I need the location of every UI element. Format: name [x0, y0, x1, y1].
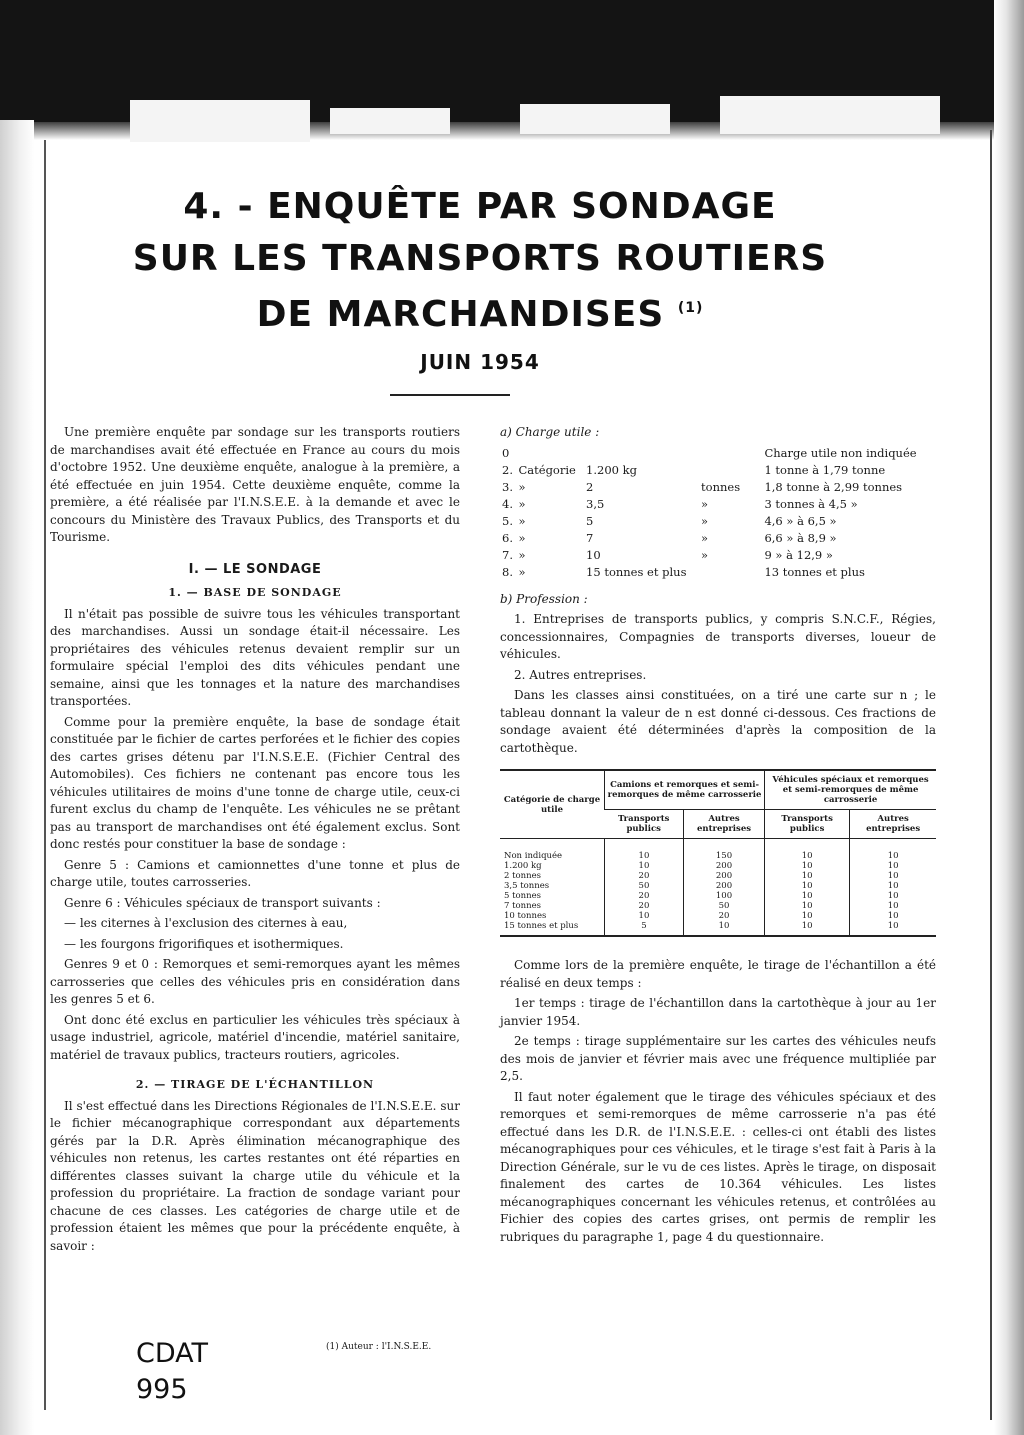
charge-row [500, 530, 936, 547]
charge-row [500, 547, 936, 564]
table-cell-value: 200 [683, 881, 764, 891]
table-header-transports-publics: Transports publics [605, 810, 684, 839]
charge-utile-list [500, 445, 936, 581]
charge-row [500, 479, 936, 496]
table-cell-value: 10 [765, 861, 850, 871]
table-cell-value: 10 [850, 839, 936, 862]
paragraph: Il n'était pas possible de suivre tous les véhicules transportant des marchandises. Aussi un sondage était-il nécessaire. Les propriétaires des véhicules retenus devaient remplir sur un formulaire spécial l'emploi des dits véhicules pendant une semaine, ainsi que les tonnages et la nature des marchandises transportées. [50, 606, 460, 708]
scan-right-margin [994, 0, 1024, 1435]
charge-cat: » [518, 564, 526, 579]
table-cell-value: 50 [683, 901, 764, 911]
title-line-3-text: DE MARCHANDISES [256, 294, 665, 335]
table-cell-value: 10 [850, 921, 936, 936]
scan-torn-edge [130, 100, 310, 142]
table-header-autres-entreprises: Autres entreprises [683, 810, 764, 839]
charge-range: 1,8 tonne à 2,99 tonnes [764, 479, 903, 494]
archive-stamp [136, 1336, 208, 1408]
charge-range: 1 tonne à 1,79 tonne [764, 462, 886, 477]
charge-val: 1.200 kg [586, 462, 637, 477]
charge-cat: Catégorie [518, 462, 576, 477]
charge-unit: » [701, 547, 709, 562]
table-cell-category: 15 tonnes et plus [500, 921, 605, 936]
paragraph: Ont donc été exclus en particulier les véhicules très spéciaux à usage industriel, agricole, matériel d'incendie, matériel sanitaire, matériel de travaux publics, tracteurs routiers, agricoles. [50, 1012, 460, 1062]
table-cell-category: 3,5 tonnes [504, 881, 550, 891]
table-cell-value: 10 [850, 901, 936, 911]
charge-row [500, 445, 936, 462]
charge-unit: » [701, 496, 709, 511]
table-cell-value: 10 [850, 911, 936, 921]
table-cell-value: 50 [605, 881, 684, 891]
table-cell-value: 10 [765, 871, 850, 881]
charge-row [500, 496, 936, 513]
table-header-category: Catégorie de charge utile [500, 770, 605, 839]
table-cell-value: 10 [765, 921, 850, 936]
paragraph: 1er temps : tirage de l'échantillon dans la cartothèque à jour au 1er janvier 1954. [500, 996, 936, 1028]
scan-left-rule [44, 140, 46, 1410]
table-header-group-2: Véhicules spéciaux et remorques et semi-remorques de même carrosserie [765, 770, 936, 810]
charge-row [500, 564, 936, 581]
charge-num: 2. [502, 462, 513, 477]
paragraph: Il s'est effectué dans les Directions Régionales de l'I.N.S.E.E. sur le fichier mécanographique correspondant aux départements gérés par la D.R. Après élimination mécanographique des véhicules non retenus, les cartes restantes ont été réparties en différentes classes suivant la charge utile du véhicule et la profession du propriétaire. La fraction de sondage variant pour chacune de ces classes. Les catégories de charge utile et de profession étaient les mêmes que pour la précédente enquête, à savoir : [50, 1098, 460, 1253]
paragraph: Dans les classes ainsi constituées, on a tiré une carte sur n ; le tableau donnant la valeur de n est donné ci-dessous. Ces fractions de sondage avaient été déterminées d'après la composition de la cartothèque. [500, 688, 936, 755]
table-cell-category: 1.200 kg [504, 861, 542, 871]
table-row [500, 871, 936, 881]
table-cell-value: 10 [605, 839, 684, 862]
intro-paragraph: Une première enquête par sondage sur les transports routiers de marchandises avait été effectuée en France au cours du mois d'octobre 1952. Une deuxième enquête, analogue à la première, a été effectuée en juin 1954. Cette deuxième enquête, comme la première, a été réalisée par l'I.N.S.E.E. à la demande et avec le concours du Ministère des Travaux Publics, des Transports et du Tourisme. [50, 425, 460, 544]
charge-num: 7. [502, 547, 513, 562]
charge-val: 3,5 [586, 496, 605, 511]
title-divider [390, 394, 510, 396]
sampling-fraction-table [500, 769, 936, 937]
paragraph: Comme pour la première enquête, la base de sondage était constituée par le fichier de cartes perforées et le fichier des copies des cartes grises détenu par l'I.N.S.E.E. (Fichier Central des Automobiles). Ces fichiers ne contenant pas encore tous les véhicules utilitaires de moins d'une tonne de charge utile, ceux-ci furent exclus du champ de l'enquête. Les véhicules ne se prêtant pas au transport de marchandises ont été également exclus. Sont donc restés pour constituer la base de sondage : [50, 714, 460, 851]
charge-num: 6. [502, 530, 513, 545]
profession-heading: b) Profession : [500, 591, 588, 606]
scan-torn-edge [330, 108, 450, 134]
charge-cat: » [518, 530, 526, 545]
table-cell-value: 10 [850, 891, 936, 901]
scan-left-margin [0, 120, 34, 1435]
table-cell-value: 10 [765, 911, 850, 921]
table-cell-value: 10 [605, 911, 684, 921]
table-cell-value: 20 [605, 871, 684, 881]
title-line-1: 4. - ENQUÊTE PAR SONDAGE [183, 186, 777, 227]
table-row [500, 891, 936, 901]
paragraph: 2e temps : tirage supplémentaire sur les cartes des véhicules neufs des mois de janvier et février mais avec une fréquence multipliée par 2,5. [500, 1034, 936, 1083]
table-cell-value: 10 [683, 921, 764, 936]
table-cell-value: 200 [683, 861, 764, 871]
table-header-autres-entreprises: Autres entreprises [850, 810, 936, 839]
table-cell-value: 10 [850, 861, 936, 871]
paragraph: Comme lors de la première enquête, le tirage de l'échantillon a été réalisé en deux temps : [500, 958, 936, 990]
charge-val: 7 [586, 530, 594, 545]
table-cell-value: 10 [765, 839, 850, 862]
title-line-2: SUR LES TRANSPORTS ROUTIERS [132, 238, 828, 279]
table-cell-value: 150 [683, 839, 764, 862]
table-row [500, 901, 936, 911]
charge-num: 4. [502, 496, 513, 511]
table-row [500, 839, 936, 862]
paragraph: 1. Entreprises de transports publics, y compris S.N.C.F., Régies, concessionnaires, Compagnies de transports diverses, loueur de véhicules. [500, 612, 936, 661]
paragraph: 2. Autres entreprises. [514, 667, 647, 682]
table-row [500, 921, 936, 936]
table-cell-value: 20 [683, 911, 764, 921]
charge-num: 5. [502, 513, 513, 528]
charge-range: 3 tonnes à 4,5 » [764, 496, 858, 511]
table-cell-value: 200 [683, 871, 764, 881]
paragraph: Genres 9 et 0 : Remorques et semi-remorques ayant les mêmes carrosseries que celles des véhicules pris en considération dans les genres 5 et 6. [50, 957, 460, 1006]
subsection-base-de-sondage: 1. — BASE DE SONDAGE [168, 586, 342, 599]
table-cell-value: 10 [850, 871, 936, 881]
charge-unit: tonnes [701, 479, 741, 494]
scan-right-rule [990, 130, 992, 1420]
table-row [500, 861, 936, 871]
charge-cat: » [518, 513, 526, 528]
charge-row [500, 462, 936, 479]
charge-cat [516, 445, 584, 462]
footnote: (1) Auteur : l'I.N.S.E.E. [326, 1342, 432, 1352]
scan-torn-edge [520, 104, 670, 134]
table-header-group-1: Camions et remorques et semi-remorques de même carrosserie [605, 770, 765, 810]
charge-cat: » [518, 547, 526, 562]
charge-cat: » [518, 479, 526, 494]
charge-num: 3. [502, 479, 513, 494]
scan-torn-edge [720, 96, 940, 134]
right-column [500, 424, 936, 1249]
paragraph: Genre 6 : Véhicules spéciaux de transport suivants : [64, 895, 381, 910]
table-cell-value: 10 [765, 891, 850, 901]
charge-num: 0 [502, 445, 510, 460]
paragraph: Genre 5 : Camions et camionnettes d'une tonne et plus de charge utile, toutes carrosseries. [50, 857, 460, 889]
table-cell-category: 2 tonnes [504, 871, 541, 881]
paragraph: — les citernes à l'exclusion des citernes à eau, [64, 916, 348, 930]
paragraph: Il faut noter également que le tirage des véhicules spéciaux et des remorques et semi-remorques de même carrosserie n'a pas été effectué dans les D.R. de l'I.N.S.E.E. : celles-ci ont établi des listes mécanographiques pour ces véhicules, et le tirage s'est fait à Paris à la Direction Générale, sur le vu de ces listes. Après le tirage, on disposait finalement des cartes de 10.364 véhicules. Les listes mécanographiques concernant les véhicules retenus, et contrôlées au Fichier des copies des cartes grises, ont permis de remplir les rubriques du paragraphe 1, page 4 du questionnaire. [500, 1089, 936, 1244]
table-row [500, 911, 936, 921]
charge-range: 4,6 » à 6,5 » [764, 513, 837, 528]
charge-cat: » [518, 496, 526, 511]
charge-row [500, 513, 936, 530]
table-cell-category: Non indiquée [504, 851, 563, 861]
left-column [50, 424, 460, 1258]
charge-unit [699, 445, 746, 462]
charge-num: 8. [502, 564, 513, 579]
table-cell-category: 5 tonnes [504, 891, 541, 901]
charge-unit: » [701, 530, 709, 545]
footnote-mark: (1) [677, 300, 704, 316]
archive-stamp-line-2: 995 [136, 1374, 188, 1405]
charge-unit [699, 462, 746, 479]
charge-range: 13 tonnes et plus [764, 564, 865, 579]
table-row [500, 881, 936, 891]
charge-unit: » [701, 513, 709, 528]
table-cell-category: 7 tonnes [504, 901, 541, 911]
charge-val: 5 [586, 513, 594, 528]
charge-range: Charge utile non indiquée [764, 445, 917, 460]
charge-utile-heading: a) Charge utile : [500, 425, 600, 439]
table-cell-value: 5 [605, 921, 684, 936]
table-cell-value: 20 [605, 891, 684, 901]
archive-stamp-line-1: CDAT [136, 1338, 209, 1369]
charge-unit [699, 564, 746, 581]
table-cell-category: 10 tonnes [504, 911, 547, 921]
paragraph: — les fourgons frigorifiques et isothermiques. [64, 936, 344, 951]
table-cell-value: 10 [765, 881, 850, 891]
table-cell-value: 10 [605, 861, 684, 871]
table-cell-value: 20 [605, 901, 684, 911]
table-cell-value: 100 [683, 891, 764, 901]
section-title-sondage: I. — LE SONDAGE [188, 561, 322, 577]
charge-range: 6,6 » à 8,9 » [764, 530, 837, 545]
title-line-3 [100, 294, 860, 335]
charge-val [584, 445, 699, 462]
title-date: JUIN 1954 [420, 350, 540, 374]
charge-val: 15 tonnes et plus [586, 564, 687, 579]
charge-val: 2 [586, 479, 594, 494]
table-cell-value: 10 [850, 881, 936, 891]
table-cell-value: 10 [765, 901, 850, 911]
charge-range: 9 » à 12,9 » [764, 547, 833, 562]
subsection-tirage: 2. — TIRAGE DE L'ÉCHANTILLON [135, 1078, 375, 1091]
table-header-transports-publics: Transports publics [765, 810, 850, 839]
charge-val: 10 [586, 547, 601, 562]
